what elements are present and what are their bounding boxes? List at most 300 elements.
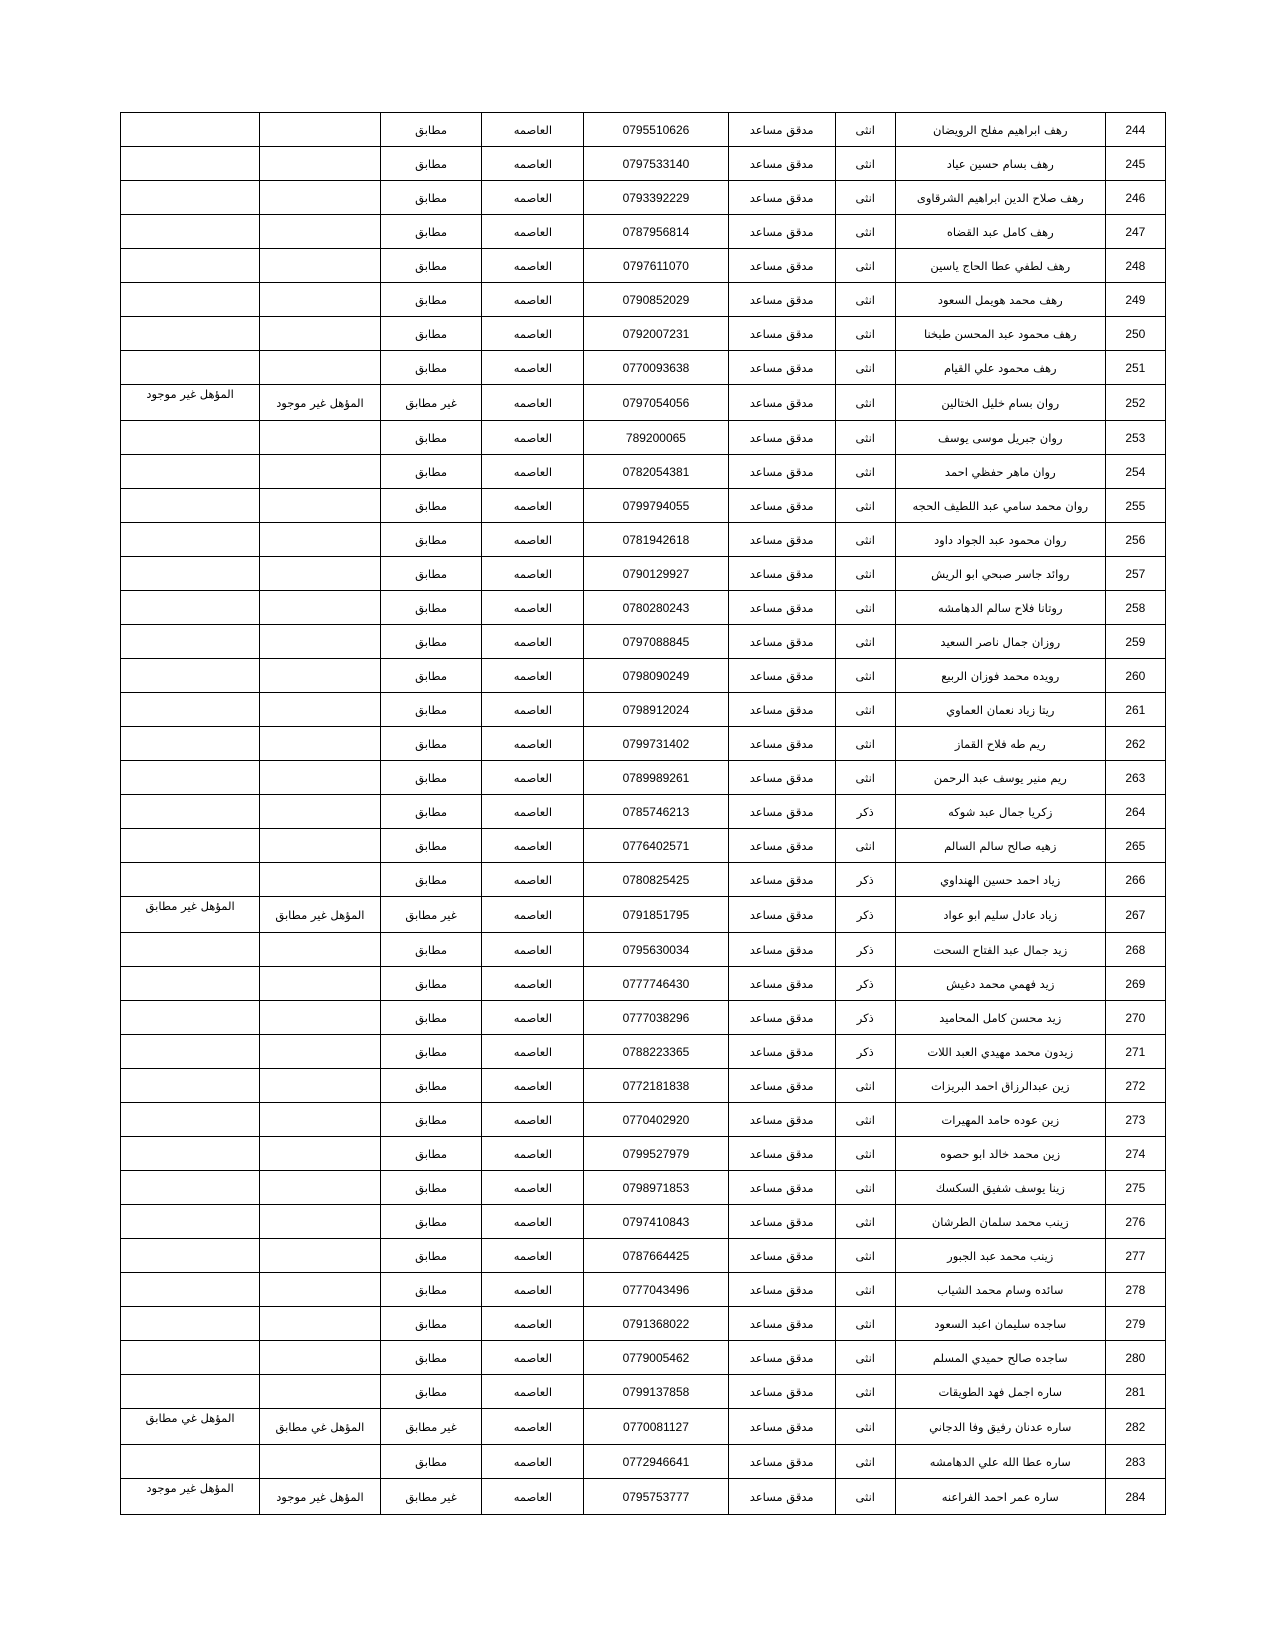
table-row: [121, 795, 1166, 829]
qualification-note-cell: [260, 215, 380, 249]
row-number-cell: 279: [1105, 1307, 1165, 1341]
city-cell: العاصمه: [482, 385, 584, 421]
qualification-note-cell: المؤهل غير موجود: [260, 385, 380, 421]
table-row: [121, 1171, 1166, 1205]
row-number-cell: 280: [1105, 1341, 1165, 1375]
match-status-cell: مطابق: [380, 455, 482, 489]
row-number-cell: 259: [1105, 625, 1165, 659]
gender-cell: انثى: [835, 557, 895, 591]
match-status-cell: غير مطابق: [380, 385, 482, 421]
qualification-note-cell: [260, 1273, 380, 1307]
row-number-cell: 267: [1105, 897, 1165, 933]
qualification-note-cell: [260, 795, 380, 829]
applicant-name-cell: زيد جمال عبد الفتاح السحت: [895, 933, 1105, 967]
phone-cell: 0795630034: [584, 933, 728, 967]
match-status-cell: مطابق: [380, 659, 482, 693]
row-number-cell: 284: [1105, 1479, 1165, 1515]
job-title-cell: مدقق مساعد: [728, 147, 835, 181]
match-status-cell: مطابق: [380, 625, 482, 659]
gender-cell: انثى: [835, 1479, 895, 1515]
phone-cell: 0797611070: [584, 249, 728, 283]
city-cell: العاصمه: [482, 1479, 584, 1515]
applicant-name-cell: روان جبريل موسى يوسف: [895, 421, 1105, 455]
qualification-note-cell: [260, 249, 380, 283]
gender-cell: انثى: [835, 829, 895, 863]
applicant-name-cell: رهف كامل عبد القضاه: [895, 215, 1105, 249]
city-cell: العاصمه: [482, 113, 584, 147]
phone-cell: 0799731402: [584, 727, 728, 761]
job-title-cell: مدقق مساعد: [728, 659, 835, 693]
verification-note-cell: [121, 1341, 260, 1375]
row-number-cell: 249: [1105, 283, 1165, 317]
match-status-cell: غير مطابق: [380, 1409, 482, 1445]
row-number-cell: 251: [1105, 351, 1165, 385]
applicant-name-cell: روان ماهر حفظي احمد: [895, 455, 1105, 489]
match-status-cell: غير مطابق: [380, 1479, 482, 1515]
row-number-cell: 266: [1105, 863, 1165, 897]
row-number-cell: 274: [1105, 1137, 1165, 1171]
applicant-name-cell: ريم طه فلاح القماز: [895, 727, 1105, 761]
match-status-cell: مطابق: [380, 421, 482, 455]
gender-cell: انثى: [835, 351, 895, 385]
table-row: [121, 1479, 1166, 1515]
verification-note-cell: [121, 249, 260, 283]
city-cell: العاصمه: [482, 1307, 584, 1341]
phone-cell: 0790129927: [584, 557, 728, 591]
verification-note-cell: [121, 795, 260, 829]
city-cell: العاصمه: [482, 1069, 584, 1103]
row-number-cell: 277: [1105, 1239, 1165, 1273]
phone-cell: 0787956814: [584, 215, 728, 249]
row-number-cell: 270: [1105, 1001, 1165, 1035]
match-status-cell: مطابق: [380, 693, 482, 727]
phone-cell: 789200065: [584, 421, 728, 455]
row-number-cell: 255: [1105, 489, 1165, 523]
applicant-name-cell: زينب محمد سلمان الطرشان: [895, 1205, 1105, 1239]
qualification-note-cell: [260, 317, 380, 351]
job-title-cell: مدقق مساعد: [728, 933, 835, 967]
job-title-cell: مدقق مساعد: [728, 1445, 835, 1479]
table-row: [121, 625, 1166, 659]
table-row: [121, 249, 1166, 283]
qualification-note-cell: [260, 1035, 380, 1069]
phone-cell: 0799137858: [584, 1375, 728, 1409]
city-cell: العاصمه: [482, 421, 584, 455]
qualification-note-cell: المؤهل غي مطابق: [260, 1409, 380, 1445]
city-cell: العاصمه: [482, 761, 584, 795]
table-row: [121, 1409, 1166, 1445]
match-status-cell: مطابق: [380, 1103, 482, 1137]
job-title-cell: مدقق مساعد: [728, 1375, 835, 1409]
city-cell: العاصمه: [482, 1103, 584, 1137]
row-number-cell: 264: [1105, 795, 1165, 829]
qualification-note-cell: [260, 523, 380, 557]
match-status-cell: مطابق: [380, 1137, 482, 1171]
row-number-cell: 273: [1105, 1103, 1165, 1137]
qualification-note-cell: [260, 489, 380, 523]
match-status-cell: مطابق: [380, 1273, 482, 1307]
verification-note-cell: [121, 967, 260, 1001]
row-number-cell: 263: [1105, 761, 1165, 795]
row-number-cell: 245: [1105, 147, 1165, 181]
verification-note-cell: [121, 863, 260, 897]
table-row: [121, 863, 1166, 897]
verification-note-cell: [121, 113, 260, 147]
phone-cell: 0797533140: [584, 147, 728, 181]
gender-cell: انثى: [835, 1375, 895, 1409]
gender-cell: انثى: [835, 215, 895, 249]
city-cell: العاصمه: [482, 625, 584, 659]
job-title-cell: مدقق مساعد: [728, 1341, 835, 1375]
phone-cell: 0772181838: [584, 1069, 728, 1103]
qualification-note-cell: [260, 557, 380, 591]
job-title-cell: مدقق مساعد: [728, 1171, 835, 1205]
table-row: [121, 967, 1166, 1001]
gender-cell: انثى: [835, 727, 895, 761]
job-title-cell: مدقق مساعد: [728, 523, 835, 557]
verification-note-cell: [121, 489, 260, 523]
qualification-note-cell: [260, 1341, 380, 1375]
phone-cell: 0780280243: [584, 591, 728, 625]
city-cell: العاصمه: [482, 455, 584, 489]
match-status-cell: مطابق: [380, 1069, 482, 1103]
phone-cell: 0797054056: [584, 385, 728, 421]
gender-cell: انثى: [835, 1239, 895, 1273]
table-body: [121, 113, 1166, 1515]
table-row: [121, 351, 1166, 385]
job-title-cell: مدقق مساعد: [728, 795, 835, 829]
verification-note-cell: [121, 933, 260, 967]
job-title-cell: مدقق مساعد: [728, 1137, 835, 1171]
phone-cell: 0798912024: [584, 693, 728, 727]
match-status-cell: مطابق: [380, 283, 482, 317]
phone-cell: 0791851795: [584, 897, 728, 933]
row-number-cell: 282: [1105, 1409, 1165, 1445]
city-cell: العاصمه: [482, 351, 584, 385]
applicant-name-cell: روان بسام خليل الختالين: [895, 385, 1105, 421]
gender-cell: انثى: [835, 1409, 895, 1445]
gender-cell: انثى: [835, 249, 895, 283]
qualification-note-cell: [260, 1069, 380, 1103]
match-status-cell: مطابق: [380, 795, 482, 829]
table-row: [121, 455, 1166, 489]
gender-cell: انثى: [835, 385, 895, 421]
table-row: [121, 591, 1166, 625]
applicant-name-cell: زيدون محمد مهيدي العبد اللات: [895, 1035, 1105, 1069]
job-title-cell: مدقق مساعد: [728, 1001, 835, 1035]
verification-note-cell: [121, 1069, 260, 1103]
table-row: [121, 421, 1166, 455]
gender-cell: انثى: [835, 1341, 895, 1375]
applicant-name-cell: زياد عادل سليم ابو عواد: [895, 897, 1105, 933]
city-cell: العاصمه: [482, 933, 584, 967]
gender-cell: انثى: [835, 489, 895, 523]
gender-cell: انثى: [835, 1445, 895, 1479]
row-number-cell: 246: [1105, 181, 1165, 215]
gender-cell: ذكر: [835, 1035, 895, 1069]
qualification-note-cell: [260, 1001, 380, 1035]
job-title-cell: مدقق مساعد: [728, 693, 835, 727]
row-number-cell: 278: [1105, 1273, 1165, 1307]
phone-cell: 0798971853: [584, 1171, 728, 1205]
phone-cell: 0777038296: [584, 1001, 728, 1035]
gender-cell: انثى: [835, 761, 895, 795]
city-cell: العاصمه: [482, 181, 584, 215]
gender-cell: ذكر: [835, 1001, 895, 1035]
qualification-note-cell: [260, 829, 380, 863]
match-status-cell: مطابق: [380, 1445, 482, 1479]
table-row: [121, 283, 1166, 317]
phone-cell: 0797088845: [584, 625, 728, 659]
verification-note-cell: [121, 761, 260, 795]
job-title-cell: مدقق مساعد: [728, 967, 835, 1001]
table-row: [121, 1239, 1166, 1273]
qualification-note-cell: [260, 863, 380, 897]
row-number-cell: 276: [1105, 1205, 1165, 1239]
table-row: [121, 317, 1166, 351]
match-status-cell: مطابق: [380, 1239, 482, 1273]
phone-cell: 0797410843: [584, 1205, 728, 1239]
verification-note-cell: [121, 693, 260, 727]
phone-cell: 0770093638: [584, 351, 728, 385]
row-number-cell: 260: [1105, 659, 1165, 693]
job-title-cell: مدقق مساعد: [728, 351, 835, 385]
city-cell: العاصمه: [482, 1341, 584, 1375]
applicant-name-cell: رهف بسام حسين عياد: [895, 147, 1105, 181]
city-cell: العاصمه: [482, 591, 584, 625]
applicant-name-cell: ساجده سليمان اعبد السعود: [895, 1307, 1105, 1341]
verification-note-cell: [121, 1445, 260, 1479]
qualification-note-cell: [260, 761, 380, 795]
match-status-cell: مطابق: [380, 113, 482, 147]
gender-cell: ذكر: [835, 967, 895, 1001]
row-number-cell: 257: [1105, 557, 1165, 591]
city-cell: العاصمه: [482, 147, 584, 181]
verification-note-cell: [121, 557, 260, 591]
city-cell: العاصمه: [482, 1035, 584, 1069]
phone-cell: 0779005462: [584, 1341, 728, 1375]
match-status-cell: مطابق: [380, 1307, 482, 1341]
city-cell: العاصمه: [482, 557, 584, 591]
city-cell: العاصمه: [482, 727, 584, 761]
verification-note-cell: المؤهل غير مطابق: [121, 897, 260, 933]
applicant-name-cell: زيد فهمي محمد دغيش: [895, 967, 1105, 1001]
row-number-cell: 262: [1105, 727, 1165, 761]
match-status-cell: مطابق: [380, 1341, 482, 1375]
city-cell: العاصمه: [482, 1137, 584, 1171]
verification-note-cell: [121, 317, 260, 351]
table-row: [121, 215, 1166, 249]
gender-cell: انثى: [835, 317, 895, 351]
phone-cell: 0781942618: [584, 523, 728, 557]
phone-cell: 0770402920: [584, 1103, 728, 1137]
gender-cell: انثى: [835, 1069, 895, 1103]
applicant-name-cell: روتانا فلاح سالم الدهامشه: [895, 591, 1105, 625]
qualification-note-cell: [260, 1171, 380, 1205]
applicant-name-cell: زين عبدالرزاق احمد البريزات: [895, 1069, 1105, 1103]
qualification-note-cell: [260, 625, 380, 659]
applicant-name-cell: زياد احمد حسين الهنداوي: [895, 863, 1105, 897]
city-cell: العاصمه: [482, 863, 584, 897]
row-number-cell: 254: [1105, 455, 1165, 489]
qualification-note-cell: [260, 113, 380, 147]
table-row: [121, 1205, 1166, 1239]
applicant-name-cell: رهف محمود علي القيام: [895, 351, 1105, 385]
table-row: [121, 181, 1166, 215]
gender-cell: انثى: [835, 113, 895, 147]
city-cell: العاصمه: [482, 489, 584, 523]
applicant-name-cell: رهف صلاح الدين ابراهيم الشرقاوى: [895, 181, 1105, 215]
verification-note-cell: [121, 1375, 260, 1409]
job-title-cell: مدقق مساعد: [728, 897, 835, 933]
phone-cell: 0795510626: [584, 113, 728, 147]
gender-cell: انثى: [835, 1103, 895, 1137]
table-row: [121, 727, 1166, 761]
row-number-cell: 265: [1105, 829, 1165, 863]
row-number-cell: 258: [1105, 591, 1165, 625]
phone-cell: 0780825425: [584, 863, 728, 897]
row-number-cell: 250: [1105, 317, 1165, 351]
match-status-cell: مطابق: [380, 489, 482, 523]
applicant-name-cell: زين عوده حامد المهيرات: [895, 1103, 1105, 1137]
gender-cell: انثى: [835, 455, 895, 489]
verification-note-cell: [121, 181, 260, 215]
city-cell: العاصمه: [482, 1205, 584, 1239]
phone-cell: 0793392229: [584, 181, 728, 215]
qualification-note-cell: المؤهل غير موجود: [260, 1479, 380, 1515]
phone-cell: 0798090249: [584, 659, 728, 693]
gender-cell: انثى: [835, 1205, 895, 1239]
row-number-cell: 252: [1105, 385, 1165, 421]
match-status-cell: مطابق: [380, 181, 482, 215]
phone-cell: 0776402571: [584, 829, 728, 863]
verification-note-cell: [121, 283, 260, 317]
job-title-cell: مدقق مساعد: [728, 1239, 835, 1273]
qualification-note-cell: [260, 693, 380, 727]
table-row: [121, 1375, 1166, 1409]
verification-note-cell: المؤهل غي مطابق: [121, 1409, 260, 1445]
row-number-cell: 244: [1105, 113, 1165, 147]
row-number-cell: 261: [1105, 693, 1165, 727]
job-title-cell: مدقق مساعد: [728, 249, 835, 283]
city-cell: العاصمه: [482, 215, 584, 249]
applicant-name-cell: رهف محمد هويمل السعود: [895, 283, 1105, 317]
city-cell: العاصمه: [482, 1001, 584, 1035]
verification-note-cell: [121, 215, 260, 249]
gender-cell: انثى: [835, 659, 895, 693]
job-title-cell: مدقق مساعد: [728, 215, 835, 249]
table-row: [121, 1001, 1166, 1035]
city-cell: العاصمه: [482, 249, 584, 283]
applicant-name-cell: ساجده صالح حميدي المسلم: [895, 1341, 1105, 1375]
city-cell: العاصمه: [482, 523, 584, 557]
qualification-note-cell: [260, 421, 380, 455]
match-status-cell: مطابق: [380, 351, 482, 385]
job-title-cell: مدقق مساعد: [728, 1035, 835, 1069]
qualification-note-cell: [260, 727, 380, 761]
match-status-cell: غير مطابق: [380, 897, 482, 933]
job-title-cell: مدقق مساعد: [728, 1069, 835, 1103]
table-row: [121, 489, 1166, 523]
city-cell: العاصمه: [482, 1273, 584, 1307]
table-row: [121, 1273, 1166, 1307]
job-title-cell: مدقق مساعد: [728, 591, 835, 625]
phone-cell: 0777043496: [584, 1273, 728, 1307]
applicant-name-cell: زينب محمد عبد الجبور: [895, 1239, 1105, 1273]
row-number-cell: 269: [1105, 967, 1165, 1001]
qualification-note-cell: [260, 591, 380, 625]
table-row: [121, 385, 1166, 421]
phone-cell: 0788223365: [584, 1035, 728, 1069]
job-title-cell: مدقق مساعد: [728, 317, 835, 351]
city-cell: العاصمه: [482, 1171, 584, 1205]
qualification-note-cell: [260, 659, 380, 693]
job-title-cell: مدقق مساعد: [728, 557, 835, 591]
city-cell: العاصمه: [482, 1375, 584, 1409]
verification-note-cell: [121, 625, 260, 659]
verification-note-cell: [121, 1001, 260, 1035]
match-status-cell: مطابق: [380, 727, 482, 761]
row-number-cell: 253: [1105, 421, 1165, 455]
phone-cell: 0791368022: [584, 1307, 728, 1341]
gender-cell: ذكر: [835, 863, 895, 897]
applicant-name-cell: زينا يوسف شفيق السكسك: [895, 1171, 1105, 1205]
qualification-note-cell: [260, 147, 380, 181]
table-row: [121, 1341, 1166, 1375]
match-status-cell: مطابق: [380, 829, 482, 863]
phone-cell: 0789989261: [584, 761, 728, 795]
applicant-name-cell: روزان جمال ناصر السعيد: [895, 625, 1105, 659]
applicant-name-cell: ريم منير يوسف عبد الرحمن: [895, 761, 1105, 795]
city-cell: العاصمه: [482, 317, 584, 351]
applicant-name-cell: زيد محسن كامل المحاميد: [895, 1001, 1105, 1035]
city-cell: العاصمه: [482, 659, 584, 693]
gender-cell: انثى: [835, 693, 895, 727]
job-title-cell: مدقق مساعد: [728, 1273, 835, 1307]
qualification-note-cell: [260, 351, 380, 385]
gender-cell: انثى: [835, 147, 895, 181]
qualification-note-cell: [260, 181, 380, 215]
phone-cell: 0787664425: [584, 1239, 728, 1273]
applicant-name-cell: روان محمود عبد الجواد داود: [895, 523, 1105, 557]
job-title-cell: مدقق مساعد: [728, 1479, 835, 1515]
table-row: [121, 113, 1166, 147]
match-status-cell: مطابق: [380, 1375, 482, 1409]
applicant-name-cell: ساره عطا الله علي الدهامشه: [895, 1445, 1105, 1479]
table-row: [121, 1069, 1166, 1103]
qualification-note-cell: [260, 1375, 380, 1409]
job-title-cell: مدقق مساعد: [728, 829, 835, 863]
verification-note-cell: [121, 421, 260, 455]
verification-note-cell: [121, 659, 260, 693]
city-cell: العاصمه: [482, 795, 584, 829]
row-number-cell: 271: [1105, 1035, 1165, 1069]
gender-cell: ذكر: [835, 897, 895, 933]
match-status-cell: مطابق: [380, 933, 482, 967]
phone-cell: 0785746213: [584, 795, 728, 829]
phone-cell: 0799527979: [584, 1137, 728, 1171]
gender-cell: انثى: [835, 1171, 895, 1205]
gender-cell: انثى: [835, 283, 895, 317]
verification-note-cell: [121, 1205, 260, 1239]
qualification-note-cell: [260, 1137, 380, 1171]
match-status-cell: مطابق: [380, 761, 482, 795]
verification-note-cell: [121, 1239, 260, 1273]
applicant-name-cell: سائده وسام محمد الشياب: [895, 1273, 1105, 1307]
verification-note-cell: [121, 1171, 260, 1205]
table-row: [121, 761, 1166, 795]
city-cell: العاصمه: [482, 897, 584, 933]
